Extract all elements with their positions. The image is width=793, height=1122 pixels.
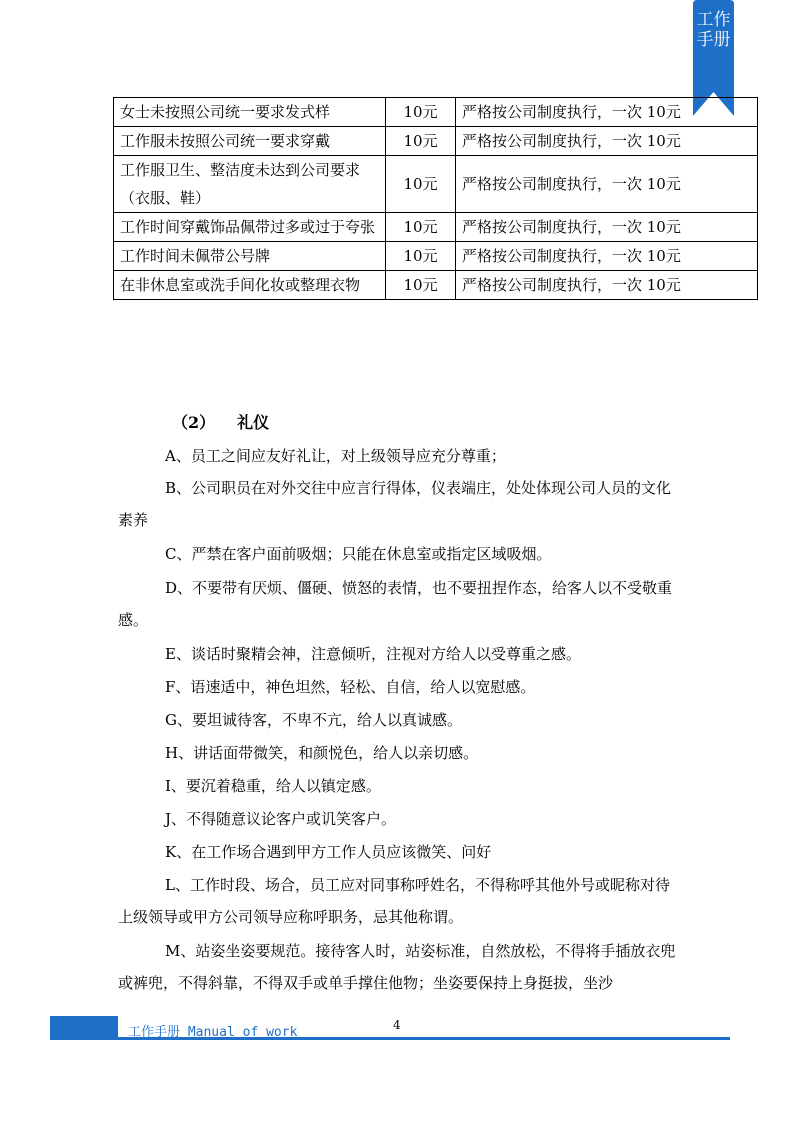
paragraph-e: E、谈话时聚精会神，注意倾听，注视对方给人以受尊重之感。 bbox=[165, 645, 581, 663]
paragraph-h: H、讲话面带微笑，和颜悦色，给人以亲切感。 bbox=[165, 744, 479, 762]
violation-cell: 工作服未按照公司统一要求穿戴 bbox=[114, 127, 386, 156]
table-row bbox=[114, 156, 758, 213]
fine-amount-cell: 10元 bbox=[386, 213, 456, 242]
paragraph-j: J、不得随意议论客户或讥笑客户。 bbox=[165, 810, 397, 828]
fine-amount-cell: 10元 bbox=[386, 127, 456, 156]
violation-cell: 工作时间穿戴饰品佩带过多或过于夸张 bbox=[114, 213, 386, 242]
paragraph-d: D、不要带有厌烦、僵硬、愤怒的表情，也不要扭捏作态，给客人以不受敬重感。 bbox=[118, 579, 673, 629]
table-row bbox=[114, 127, 758, 156]
fine-amount-cell: 10元 bbox=[386, 271, 456, 300]
table-row bbox=[114, 271, 758, 300]
paragraph-f: F、语速适中，神色坦然，轻松、自信，给人以宽慰感。 bbox=[165, 678, 536, 696]
fine-amount-cell: 10元 bbox=[386, 156, 456, 213]
violation-cell: 女士未按照公司统一要求发式样 bbox=[114, 98, 386, 127]
paragraph-i: I、要沉着稳重，给人以镇定感。 bbox=[165, 777, 381, 795]
section-heading bbox=[172, 410, 269, 433]
rule-cell: 严格按公司制度执行，一次 10元 bbox=[455, 242, 757, 271]
page-number: 4 bbox=[393, 1018, 401, 1032]
paragraph-c: C、严禁在客户面前吸烟；只能在休息室或指定区域吸烟。 bbox=[165, 545, 552, 563]
violation-cell: 工作时间未佩带公号牌 bbox=[114, 242, 386, 271]
rule-cell: 严格按公司制度执行，一次 10元 bbox=[455, 127, 757, 156]
fine-amount-cell: 10元 bbox=[386, 98, 456, 127]
rule-cell: 严格按公司制度执行，一次 10元 bbox=[455, 156, 757, 213]
footer-label: 工作手册 Manual of work bbox=[128, 1025, 298, 1040]
paragraph-k: K、在工作场合遇到甲方工作人员应该微笑、问好 bbox=[165, 843, 492, 861]
table-row bbox=[114, 242, 758, 271]
section-number: （2） bbox=[172, 413, 216, 432]
violation-cell: 在非休息室或洗手间化妆或整理衣物 bbox=[114, 271, 386, 300]
rule-cell: 严格按公司制度执行，一次 10元 bbox=[455, 213, 757, 242]
section-title: 礼仪 bbox=[237, 413, 270, 432]
fine-amount-cell: 10元 bbox=[386, 242, 456, 271]
paragraph-g: G、要坦诚待客，不卑不亢，给人以真诚感。 bbox=[165, 711, 462, 729]
rule-cell: 严格按公司制度执行，一次 10元 bbox=[455, 98, 757, 127]
table-row bbox=[114, 98, 758, 127]
paragraph-l: L、工作时段、场合，员工应对同事称呼姓名，不得称呼其他外号或昵称对待上级领导或甲方公司领导应称呼职务，忌其他称谓。 bbox=[118, 876, 670, 926]
paragraph-b: B、公司职员在对外交往中应言行得体，仪表端庄，处处体现公司人员的文化素养 bbox=[118, 479, 672, 529]
paragraph-m: M、站姿坐姿要规范。接待客人时，站姿标准，自然放松，不得将手插放衣兜或裤兜，不得斜靠，不得双手或单手撑住他物；坐姿要保持上身挺拔，坐沙 bbox=[118, 942, 676, 992]
bookmark-label: 工作手册 bbox=[696, 10, 731, 50]
paragraph-a: A、员工之间应友好礼让，对上级领导应充分尊重； bbox=[165, 447, 506, 465]
rule-cell: 严格按公司制度执行，一次 10元 bbox=[455, 271, 757, 300]
table-row bbox=[114, 213, 758, 242]
fines-table bbox=[113, 97, 758, 300]
violation-cell: 工作服卫生、整洁度未达到公司要求（衣服、鞋） bbox=[114, 156, 386, 213]
